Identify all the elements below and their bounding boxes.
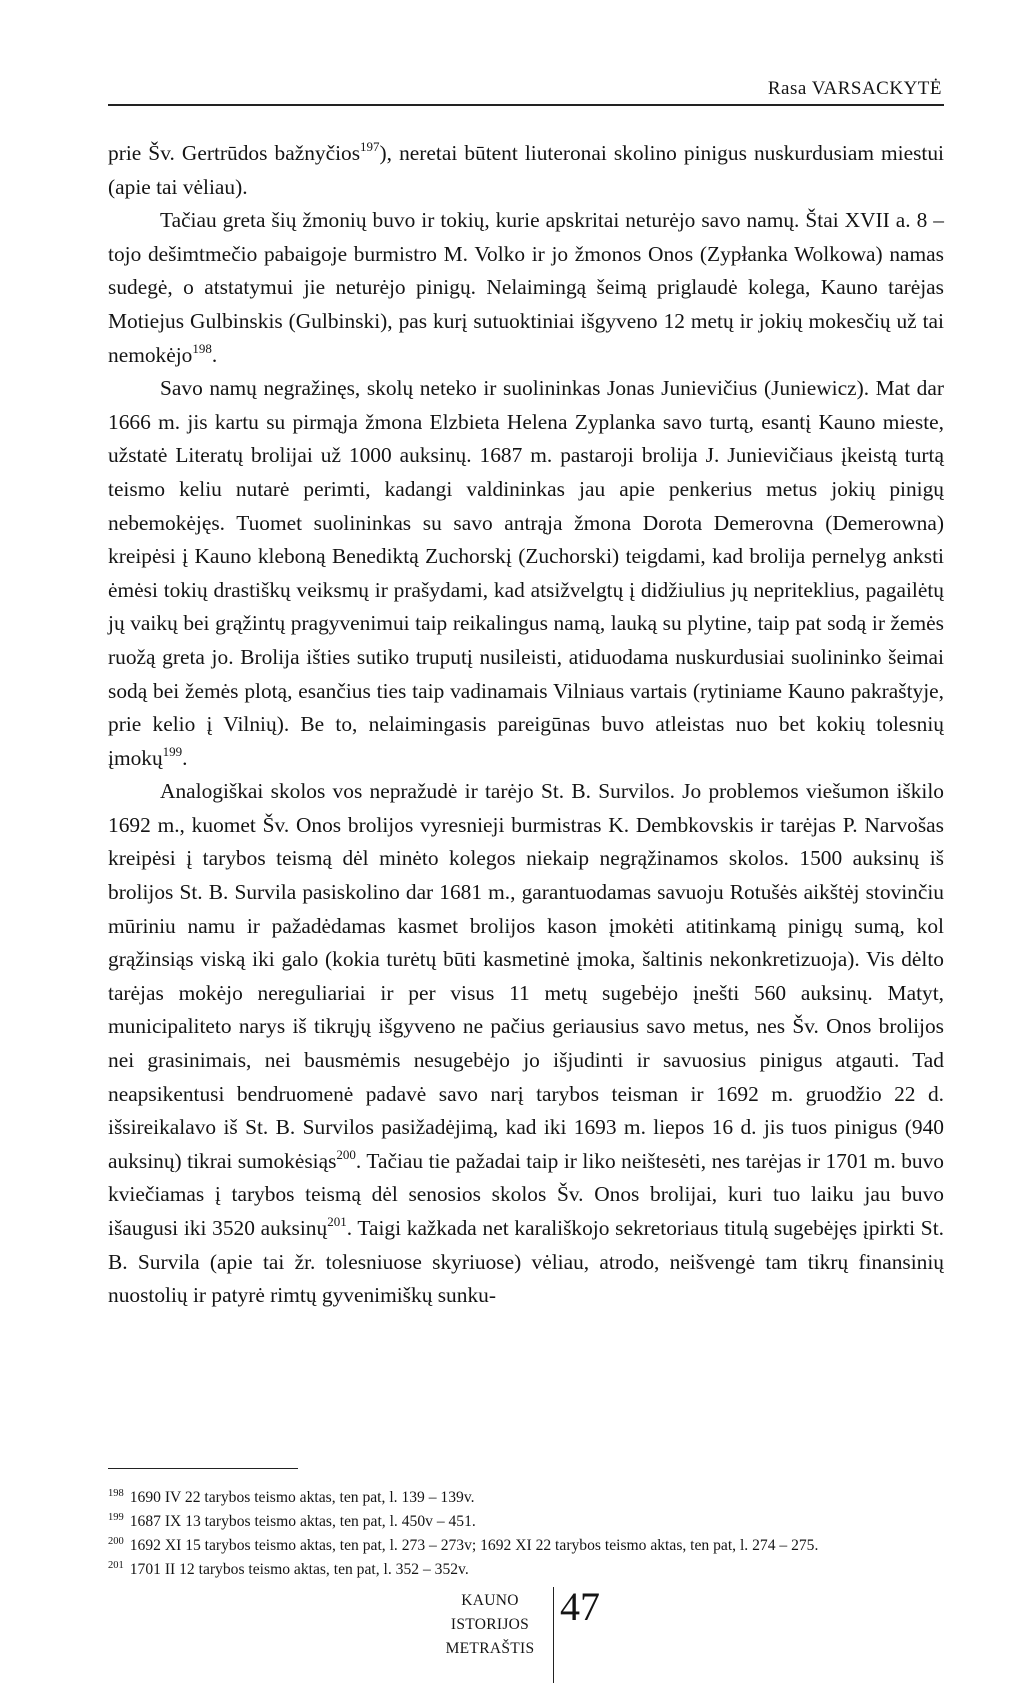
footer-vertical-rule (553, 1587, 554, 1683)
footnote-mark: 199 (108, 1512, 124, 1523)
paragraph-3: Savo namų negražinęs, skolų neteko ir suolininkas Jonas Junievičius (Juniewicz). Mat dar 1666 m. jis kartu su pirmąja žmona Elzbieta Helena Zyplanka savo turtą, esantį Kauno mieste, užstatė Literatų brolijai už 1000 auksinų. 1687 m. pastaroji brolija J. Junievičiaus įkeistą turtą teismo keliu nutarė perimti, kadangi valdininkas jau apie penkerius metus jokių pinigų nebemokėjęs. Tuomet suolininkas su savo antrąja žmona Dorota Demerovna (Demerowna) kreipėsi į Kauno kleboną Benediktą Zuchorskį (Zuchorski) teigdami, kad brolija pernelyg anksti ėmėsi tokių drastiškų veiksmų ir prašydami, kad atsižvelgtų į didžiulius jų nepriteklius, pagailėtų jų vaikų bei grąžintų pragyvenimui taip reikalingus namą, lauką su plytine, taip pat sodą ir žemės ruožą greta jo. Brolija išties sutiko truputį nusileisti, atiduodama nuskurdusiai suolininko šeimai sodą bei žemės plotą, esančius ties taip vadinamais Vilniaus vartais (rytiniame Kauno pakraštyje, prie kelio į Vilnių). Be to, nelaimingasis pareigūnas buvo atleistas nuo bet kokių tolesnių įmokų$^{199}$. (108, 376, 944, 770)
paragraph-1 (108, 137, 944, 204)
paragraph-1-start: prie Šv. Gertrūdos bažnyčios (108, 141, 361, 165)
footnote-text: 1701 II 12 tarybos teismo aktas, ten pat, l. 352 – 352v. (129, 1561, 469, 1578)
footnote-text: 1690 IV 22 tarybos teismo aktas, ten pat, l. 139 – 139v. (129, 1489, 475, 1506)
journal-title (440, 1589, 540, 1661)
footnote-198 (108, 1486, 944, 1510)
journal-line-3: METRAŠTIS (445, 1640, 535, 1657)
footnote-201 (108, 1558, 944, 1582)
footnote-mark: 201 (108, 1560, 124, 1571)
footnote-ref-201: 201 (327, 1214, 347, 1229)
paragraph-4-text-cont: Tačiau tie pažadai taip ir liko neištesėti, nes tarėjas ir 1701 m. buvo kviečiamas į tarybos teismą dėl senosios skolos Šv. Onos brolijai, kuri tuo laiku jau buvo išaugusi iki 3520 auksinų (108, 1148, 944, 1240)
running-head-author: Rasa VARSACKYTĖ (767, 78, 942, 99)
paragraph-4-text: Analogiškai skolos vos nepražudė ir tarėjo St. B. Survilos. Jo problemos viešumon iškilo 1692 m., kuomet Šv. Onos brolijos vyresnieji burmistras K. Dembkovskis ir tarėjas P. Narvošas kreipėsi į tarybos teismą dėl minėto kolegos niekaip negrąžinamos skolos. 1500 auksinų iš brolijos St. B. Survila pasiskolino dar 1681 m., garantuodamas savuoju Rotušės aikštėj stovinčiu mūriniu namu ir pažadėdamas kasmet brolijos kason įmokėti atitinkamą pinigų sumą, kol grąžinsiąs viską iki galo (kokia turėtų būti kasmetinė įmoka, šaltinis nekonkretizuoja). Vis dėlto tarėjas mokėjo nereguliariai ir per visus 11 metų sugebėjo įnešti 560 auksinų. Matyt, municipaliteto narys iš tikrųjų išgyveno ne pačius geriausius savo metus, nes Šv. Onos brolijos nei grasinimais, nei bausmėmis nesugebėjo jo išjudinti ir savuosius pinigus atgauti. Tad neapsikentusi bendruomenė padavė savo narį tarybos teisman ir 1692 m. gruodžio 22 d. išsireikalavo iš St. B. Survilos pasižadėjimą, kad iki 1693 m. liepos 16 d. jis tuos pinigus (940 auksinų) tikrai sumokėsiąs (108, 779, 944, 1173)
footnote-ref-200: 200 (336, 1146, 356, 1162)
paragraph-4: Analogiškai skolos vos nepražudė ir tarėjo St. B. Survilos. Jo problemos viešumon iškilo 1692 m., kuomet Šv. Onos brolijos vyresnieji burmistras K. Dembkovskis ir tarėjas P. Narvošas kreipėsi į tarybos teismą dėl minėto kolegos niekaip negrąžinamos skolos. 1500 auksinų iš brolijos St. B. Survila pasiskolino dar 1681 m., garantuodamas savuoju Rotušės aikštėj stovinčiu mūriniu namu ir pažadėdamas kasmet brolijos kason įmokėti atitinkamą pinigų sumą, kol grąžinsiąs viską iki galo (kokia turėtų būti kasmetinė įmoka, šaltinis nekonkretizuoja). Vis dėlto tarėjas mokėjo nereguliariai ir per visus 11 metų sugebėjo įnešti 560 auksinų. Matyt, municipaliteto narys iš tikrųjų išgyveno ne pačius geriausius savo metus, nes Šv. Onos brolijos nei grasinimais, nei bausmėmis nesugebėjo jo išjudinti ir savuosius pinigus atgauti. Tad neapsikentusi bendruomenė padavė savo narį tarybos teisman ir 1692 m. gruodžio 22 d. išsireikalavo iš St. B. Survilos pasižadėjimą, kad iki 1693 m. liepos 16 d. jis tuos pinigus (940 auksinų) tikrai sumokėsiąs$^{200}$. Tačiau tie pažadai taip ir liko neištesėti, nes tarėjas ir 1701 m. buvo kviečiamas į tarybos teismą dėl senosios skolos Šv. Onos brolijai, kuri tuo laiku jau buvo išaugusi iki 3520 auksinų$^{201}$. Taigi kažkada net karališkojo sekretoriaus titulą sugebėjęs įpirkti St. B. Survila (apie tai žr. tolesniuose skyriuose) vėliau, atrodo, neišvengė tam tikrų finansinių nuostolių ir patyrė rimtų gyvenimiškų sunku- (108, 779, 944, 1308)
journal-line-1: KAUNO (461, 1592, 519, 1609)
footnote-mark: 198 (108, 1488, 124, 1499)
body-text (108, 137, 944, 1313)
footnote-ref-197: 197 (360, 139, 380, 154)
footnote-200 (108, 1534, 944, 1558)
page-number: 47 (560, 1584, 600, 1629)
header-rule (108, 104, 944, 106)
footnote-ref-198: 198 (192, 340, 212, 356)
paragraph-3-text: Savo namų negražinęs, skolų neteko ir suolininkas Jonas Junievičius (Juniewicz). Mat dar 1666 m. jis kartu su pirmąja žmona Elzbieta Helena Zyplanka savo turtą, esantį Kauno mieste, užstatė Literatų brolijai už 1000 auksinų. 1687 m. pastaroji brolija J. Junievičiaus įkeistą turtą teismo keliu nutarė perimti, kadangi valdininkas jau apie penkerius metus jokių pinigų nebemokėjęs. Tuomet suolininkas su savo antrąja žmona Dorota Demerovna (Demerowna) kreipėsi į Kauno kleboną Benediktą Zuchorskį (Zuchorski) teigdami, kad brolija pernelyg anksti ėmėsi tokių drastiškų veiksmų ir prašydami, kad atsižvelgtų į didžiulius jų nepriteklius, pagailėtų jų vaikų bei grąžintų pragyvenimui taip reikalingus namą, lauką su plytine, taip pat sodą ir žemės ruožą greta jo. Brolija išties sutiko truputį nusileisti, atiduodama nuskurdusiai suolininko šeimai sodą bei žemės plotą, esančius ties taip vadinamais Vilniaus vartais (rytiniame Kauno pakraštyje, prie kelio į Vilnių). Be to, nelaimingasis pareigūnas buvo atleistas nuo bet kokių tolesnių įmokų (108, 376, 944, 770)
footnote-ref-199: 199 (162, 743, 183, 759)
footnote-rule (108, 1468, 298, 1469)
paragraph-4-text-end: Taigi kažkada net karališkojo sekretoriaus titulą sugebėjęs įpirkti St. B. Survila (apie tai žr. tolesniuose skyriuose) vėliau, atrodo, neišvengė tam tikrų finansinių nuostolių ir patyrė rimtų gyvenimiškų sunku- (108, 1216, 944, 1308)
paragraph-1-rest: ), neretai būtent liuteronai skolino pinigus nuskurdusiam miestui (apie tai vėliau). (108, 141, 945, 199)
footnote-199 (108, 1510, 944, 1534)
footnotes (108, 1486, 944, 1582)
footnote-text: 1692 XI 15 tarybos teismo aktas, ten pat, l. 273 – 273v; 1692 XI 22 tarybos teismo aktas, ten pat, l. 274 – 275. (129, 1537, 819, 1554)
paragraph-2-text: Tačiau greta šių žmonių buvo ir tokių, kurie apskritai neturėjo savo namų. Štai XVII a. 8 – tojo dešimtmečio pabaigoje burmistro M. Volko ir jo žmonos Onos (Zypłanka Wolkowa) namas sudegė, o atstatymui jie neturėjo pinigų. Nelaimingą šeimą priglaudė kolega, Kauno tarėjas Motiejus Gulbinskis (Gulbinski), pas kurį sutuoktiniai išgyveno 12 metų ir jokių mokesčių už tai nemokėjo (108, 208, 944, 367)
footnote-text: 1687 IX 13 tarybos teismo aktas, ten pat, l. 450v – 451. (129, 1513, 476, 1530)
footnote-mark: 200 (108, 1536, 124, 1547)
journal-line-2: ISTORIJOS (450, 1616, 530, 1633)
paragraph-2: Tačiau greta šių žmonių buvo ir tokių, kurie apskritai neturėjo savo namų. Štai XVII a. 8 – tojo dešimtmečio pabaigoje burmistro M. Volko ir jo žmonos Onos (Zypłanka Wolkowa) namas sudegė, o atstatymui jie neturėjo pinigų. Nelaimingą šeimą priglaudė kolega, Kauno tarėjas Motiejus Gulbinskis (Gulbinski), pas kurį sutuoktiniai išgyveno 12 metų ir jokių mokesčių už tai nemokėjo$^{198}$. (108, 208, 944, 367)
page-footer (0, 1585, 1024, 1689)
